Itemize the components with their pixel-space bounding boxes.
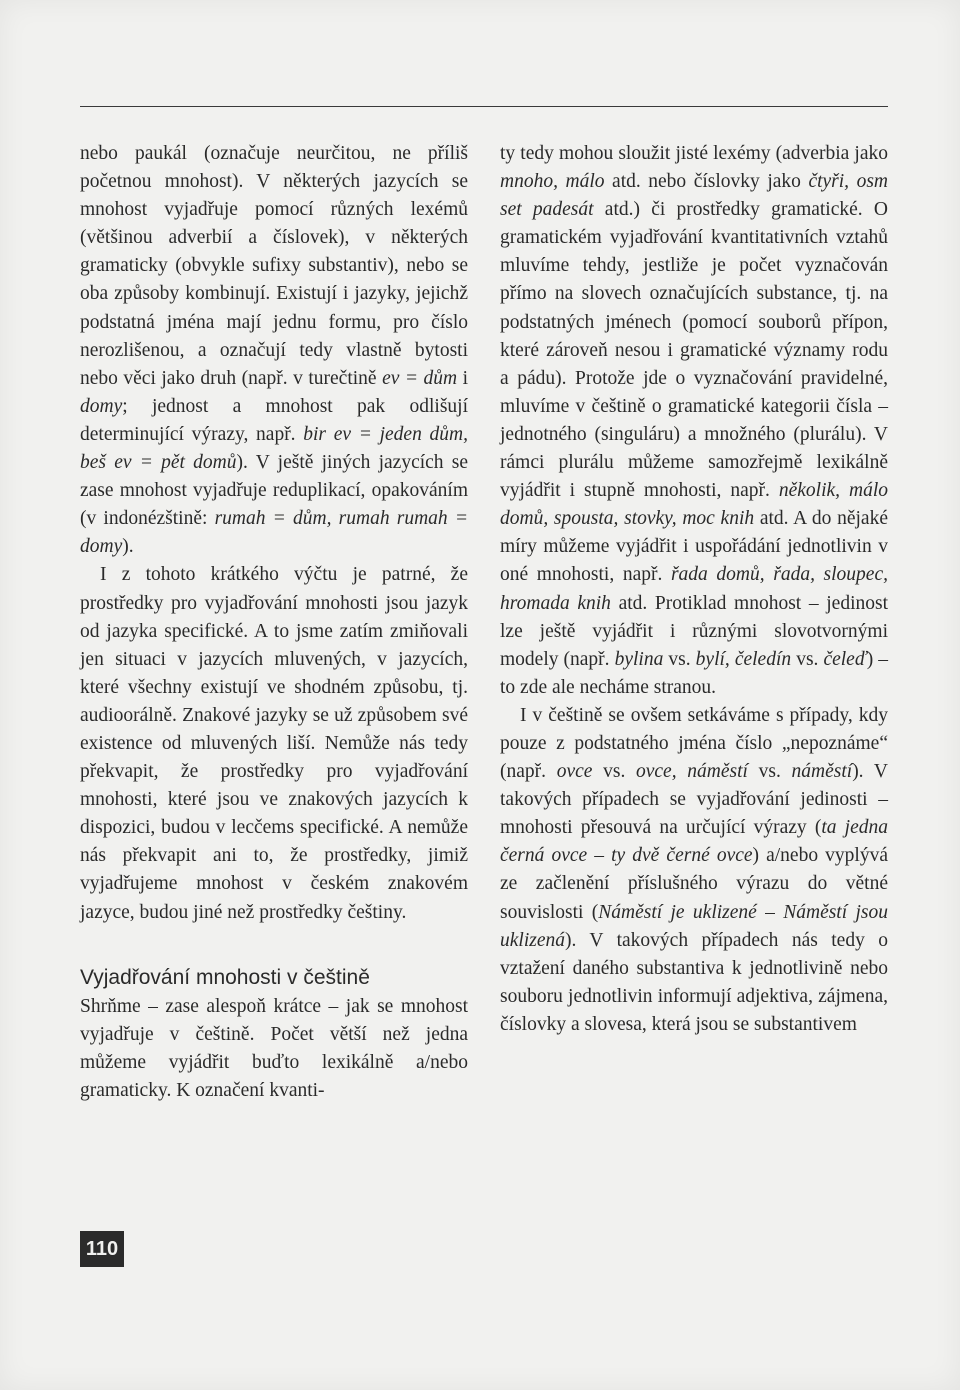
text-run: ). V ještě jiných jazycích se zase mnohost vyjadřuje reduplikací, opakováním (v indonézštině: <box>80 452 469 530</box>
italic-run: mnoho, málo <box>500 171 605 193</box>
text-run: atd. Protiklad mnohost – jedinost lze ještě vyjádřit i různými slovotvornými modely (např. <box>500 592 888 670</box>
italic-run: řada domů, řada, sloupec, hromada knih <box>500 564 888 614</box>
italic-run: několik, málo domů, spousta, stovky, moc knih <box>500 480 888 530</box>
text-run: ) a/nebo vyplývá ze začlenění příslušného výrazu do větné souvislosti ( <box>500 845 888 923</box>
text-run: nebo paukál (označuje neurčitou, ne příliš početnou mnohost). V některých jazycích se mnohost vyjadřuje pomocí různých lexémů (většinou adverbií a číslovek), v některých gramaticky (obvykle sufixy substantiv), nebo se oba způsoby kombinují. Existují i jazyky, jejichž podstatná jména mají jednu formu, pro číslo nerozlišenou, a označují tedy vlastně bytosti nebo věci jako druh (např. v turečtině <box>80 143 468 389</box>
text-run: ). <box>122 536 134 558</box>
text-run: atd.) či prostředky gramatické. O gramatickém vyjadřování kvantitativních vztahů mluvíme tehdy, jestliže je počet vyznačován přímo na slovech označujících substance, tj. na podstatných jménech (pomocí souborů přípon, které zároveň nesou i gramatické významy rodu a pádu). Protože jde o vyznačování pravidelné, mluvíme v češtině o gramatické kategorii čísla – jednotného (singuláru) a množného (plurálu). V rámci plurálu můžeme samozřejmě lexikálně vyjádřit i stupně mnohosti, např. <box>500 199 888 502</box>
italic-run: čtyři, osm set padesát <box>500 171 889 221</box>
italic-run: bir ev = jeden dům, beš ev = pět domů <box>80 423 468 474</box>
text-run: atd. nebo číslovky jako <box>604 171 809 193</box>
italic-run: náměstí <box>791 761 853 783</box>
paragraph <box>500 140 888 702</box>
italic-run: domy <box>80 395 123 417</box>
text-run: ty tedy mohou sloužit jisté lexémy (adverbia jako <box>500 143 888 164</box>
text-run: ; jednost a mnohost pak odlišují determinující výrazy, např. <box>80 395 468 445</box>
italic-run: ev = dům <box>382 367 458 389</box>
paragraph <box>80 140 468 561</box>
text-run: ). V takových případech nás tedy o vztažení daného substantiva k jednotlivině nebo souboru jednotlivin informují adjektiva, zájmena, číslovky a slovesa, která jsou se substantivem <box>500 929 888 1035</box>
italic-run: rumah = dům, rumah rumah = domy <box>80 508 468 558</box>
paragraph <box>500 702 888 1039</box>
text-run: vs. <box>747 761 792 783</box>
italic-run: čeleď <box>823 648 867 670</box>
text-run: ). V takových případech se vyjadřování jedinosti – mnohosti přesouvá na určující výrazy ( <box>500 761 888 839</box>
paragraph: I z tohoto krátkého výčtu je patrné, že prostředky pro vyjadřování mnohosti jsou jazyk od jazyka specifické. A to jsme zatím zmiňovali jen situaci v jazycích mluvených, v jazycích, které všechny existují ve shodném způsobu, tj. audioorálně. Znakové jazyky se už způsobem své existence od mluvených liší. Nemůže nás tedy překvapit, že prostředky pro vyjadřování mnohosti, které jsou ve znakových jazycích k dispozici, budou v lecčems specifické. A nemůže nás překvapit ani to, že prostředky, jimiž vyjadřujeme mnohost v českém znakovém jazyce, budou jiné než prostředky češtiny. <box>80 564 468 923</box>
text-run: vs. <box>791 648 824 670</box>
text-run: vs. <box>592 761 636 783</box>
text-run: vs. <box>663 648 696 670</box>
text-run: ) – to zde ale necháme stranou. <box>500 648 888 698</box>
italic-run: Náměstí je uklizené – Náměstí jsou uklizená <box>500 901 888 951</box>
italic-run: ovce, náměstí <box>636 761 748 783</box>
italic-run: bylí, čeledín <box>695 648 792 670</box>
section-heading: Vyjadřování mnohosti v češtině <box>80 965 370 989</box>
italic-run: ovce <box>556 761 593 783</box>
text-run: I v češtině se ovšem setkáváme s případy, kdy pouze z podstatného jména číslo „nepoznáme“ (např. <box>500 704 888 783</box>
paragraph: Shrňme – zase alespoň krátce – jak se mnohost vyjadřuje v češtině. Počet větší než jedna můžeme vyjádřit buďto lexikálně a/nebo gramaticky. K označení kvanti- <box>80 995 468 1101</box>
italic-run: ta jedna černá ovce – ty dvě černé ovce <box>500 817 888 867</box>
left-column <box>80 140 468 1105</box>
page-number: 110 <box>80 1231 124 1267</box>
text-run: atd. A do nějaké míry můžeme vyjádřit i uspořádání jednotlivin v oné mnohosti, např. <box>500 508 888 586</box>
right-column <box>500 140 888 1039</box>
text-run: i <box>457 367 468 389</box>
top-rule <box>80 106 888 107</box>
italic-run: bylina <box>614 648 664 670</box>
